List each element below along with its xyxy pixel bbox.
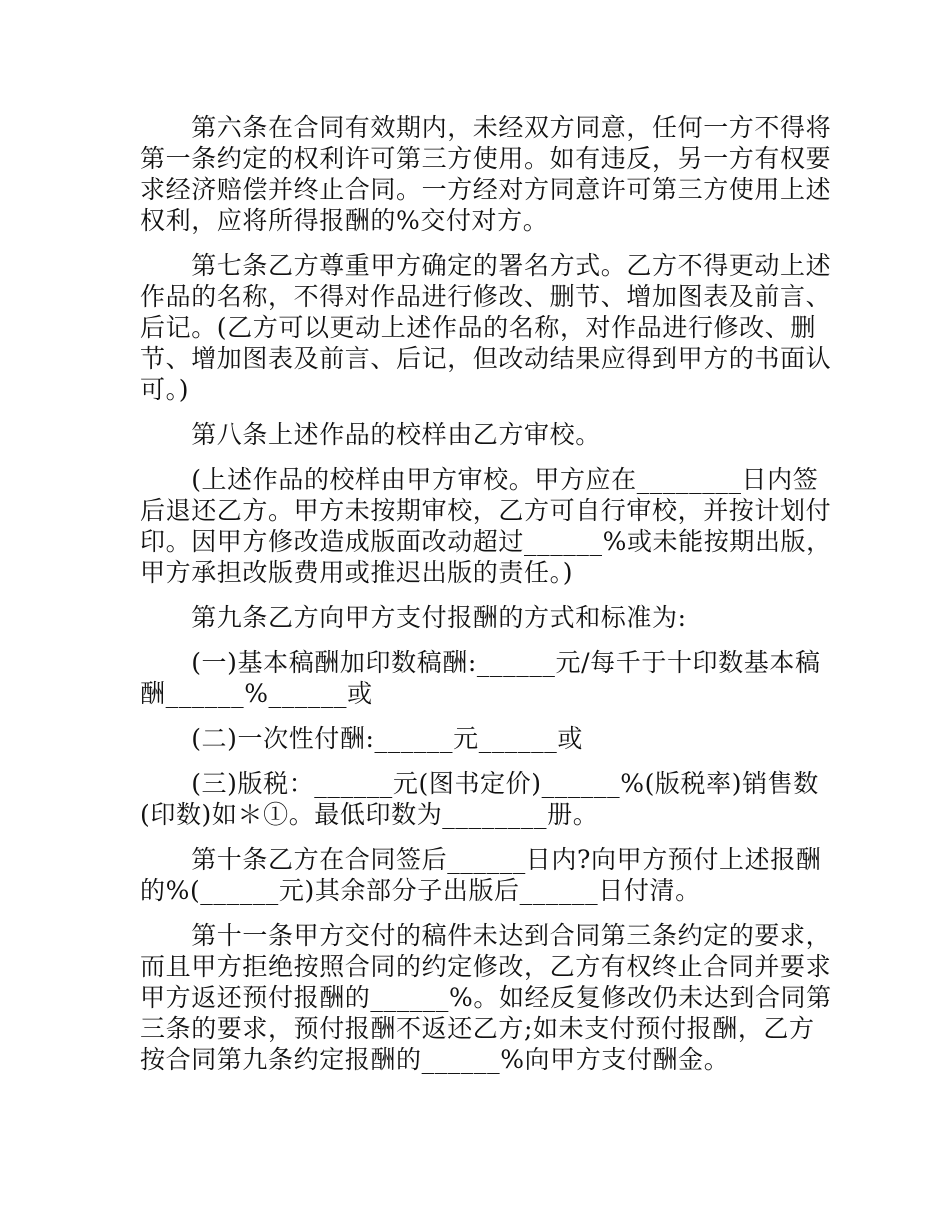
- paragraph-line: 第十一条甲方交付的稿件未达到合同第三条约定的要求，: [140, 921, 832, 950]
- paragraph-line: 第六条在合同有效期内，未经双方同意，任何一方不得将: [140, 113, 832, 142]
- paragraph-line: 第八条上述作品的校样由乙方审校。: [140, 420, 601, 449]
- paragraph-line: 酬______%______或: [140, 679, 373, 708]
- paragraph-line: (印数)如＊①。最低印数为________册。: [140, 800, 599, 829]
- document-page: [140, 112, 832, 1089]
- paragraph-line: 甲方返还预付报酬的______%。如经反复修改仍未达到合同第: [140, 983, 832, 1012]
- paragraph-line: (上述作品的校样由甲方审校。甲方应在________日内签: [140, 465, 819, 494]
- contract-paragraph: [140, 250, 832, 405]
- paragraph-line: (二)一次性付酬:______元______或: [140, 724, 583, 753]
- paragraph-line: 甲方承担改版费用或推迟出版的责任。): [140, 558, 574, 587]
- paragraph-line: 后记。(乙方可以更动上述作品的名称，对作品进行修改、删: [140, 313, 816, 342]
- contract-paragraph: [140, 920, 832, 1075]
- paragraph-line: 的%(______元)其余部分子出版后______日付清。: [140, 876, 701, 905]
- paragraph-line: (三)版税：______元(图书定价)______%(版税率)销售数: [140, 769, 819, 798]
- paragraph-line: 权利，应将所得报酬的%交付对方。: [140, 206, 549, 235]
- paragraph-line: 印。因甲方修改造成版面改动超过______%或未能按期出版，: [140, 527, 832, 556]
- contract-paragraph: [140, 647, 820, 709]
- paragraph-line: 第七条乙方尊重甲方确定的署名方式。乙方不得更动上述: [140, 251, 832, 280]
- paragraph-line: (一)基本稿酬加印数稿酬:______元/每千于十印数基本稿: [140, 648, 821, 677]
- paragraph-line: 可。): [140, 375, 190, 404]
- paragraph-line: 第十条乙方在合同签后______日内?向甲方预付上述报酬: [140, 845, 822, 874]
- contract-paragraph: [140, 464, 832, 588]
- contract-paragraph: [140, 723, 820, 754]
- contract-paragraph: [140, 844, 820, 906]
- paragraph-line: 节、增加图表及前言、后记，但改动结果应得到甲方的书面认: [140, 344, 832, 373]
- contract-paragraph: [140, 768, 820, 830]
- paragraph-line: 作品的名称，不得对作品进行修改、删节、增加图表及前言、: [140, 282, 832, 311]
- contract-paragraph: [140, 602, 820, 633]
- paragraph-line: 后退还乙方。甲方未按期审校，乙方可自行审校，并按计划付: [140, 496, 832, 525]
- contract-paragraph: [140, 419, 820, 450]
- paragraph-line: 求经济赔偿并终止合同。一方经对方同意许可第三方使用上述: [140, 175, 832, 204]
- paragraph-line: 三条的要求，预付报酬不返还乙方;如未支付预付报酬，乙方: [140, 1014, 815, 1043]
- paragraph-line: 而且甲方拒绝按照合同的约定修改，乙方有权终止合同并要求: [140, 952, 832, 981]
- paragraph-line: 第一条约定的权利许可第三方使用。如有违反，另一方有权要: [140, 144, 832, 173]
- paragraph-line: 按合同第九条约定报酬的______%向甲方支付酬金。: [140, 1045, 730, 1074]
- contract-paragraph: [140, 112, 832, 236]
- paragraph-line: 第九条乙方向甲方支付报酬的方式和标准为:: [140, 603, 687, 632]
